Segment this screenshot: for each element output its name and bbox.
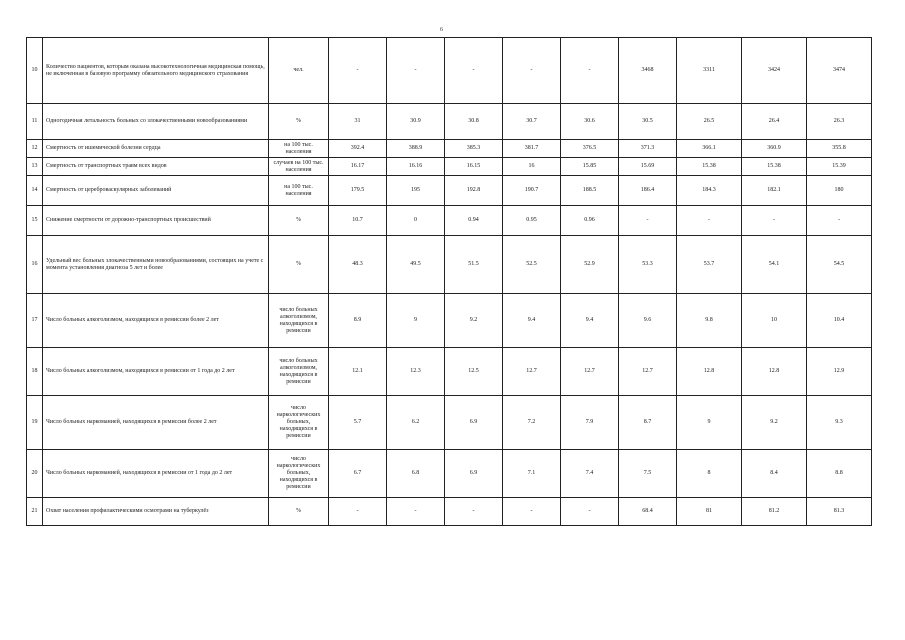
row-number-cell: 17 <box>27 294 43 348</box>
table-row <box>27 38 872 104</box>
value-cell: 81 <box>677 498 742 526</box>
value-cell: - <box>387 38 445 104</box>
table-row <box>27 176 872 206</box>
indicator-name-cell: Охват населения профилактическими осмотрами на туберкулёз <box>43 498 269 526</box>
value-cell: 3424 <box>742 38 807 104</box>
table-row <box>27 206 872 236</box>
indicator-name-cell: Число больных алкоголизмом, находящихся в ремиссии от 1 года до 2 лет <box>43 348 269 396</box>
value-cell: 8.4 <box>742 450 807 498</box>
unit-cell: число больных алкоголизмом, находящихся в ремиссии <box>269 348 329 396</box>
unit-cell: число наркологических больных, находящихся в ремиссии <box>269 396 329 450</box>
value-cell: 186.4 <box>619 176 677 206</box>
indicator-name-cell: Смертность от транспортных травм всех видов <box>43 158 269 176</box>
value-cell: 0 <box>387 206 445 236</box>
value-cell: 15.38 <box>677 158 742 176</box>
value-cell: 9.4 <box>503 294 561 348</box>
value-cell: 6.9 <box>445 450 503 498</box>
value-cell: - <box>677 206 742 236</box>
unit-cell: % <box>269 104 329 140</box>
value-cell: 7.9 <box>561 396 619 450</box>
value-cell: 30.9 <box>387 104 445 140</box>
unit-cell: на 100 тыс. населения <box>269 140 329 158</box>
value-cell: 8.8 <box>807 450 872 498</box>
table-row <box>27 236 872 294</box>
value-cell: 12.3 <box>387 348 445 396</box>
value-cell: 15.39 <box>807 158 872 176</box>
value-cell: 9.2 <box>445 294 503 348</box>
value-cell: - <box>387 498 445 526</box>
value-cell: 26.3 <box>807 104 872 140</box>
value-cell: 7.5 <box>619 450 677 498</box>
value-cell: 12.9 <box>807 348 872 396</box>
table-body <box>27 38 872 526</box>
value-cell: 54.5 <box>807 236 872 294</box>
row-number-cell: 19 <box>27 396 43 450</box>
value-cell: 68.4 <box>619 498 677 526</box>
value-cell: 371.3 <box>619 140 677 158</box>
value-cell: 12.5 <box>445 348 503 396</box>
row-number-cell: 11 <box>27 104 43 140</box>
indicator-name-cell: Смертность от цереброваскулярных заболеваний <box>43 176 269 206</box>
value-cell: - <box>742 206 807 236</box>
value-cell: 392.4 <box>329 140 387 158</box>
value-cell: 10.7 <box>329 206 387 236</box>
value-cell: - <box>329 498 387 526</box>
value-cell: 12.1 <box>329 348 387 396</box>
value-cell: 16.15 <box>445 158 503 176</box>
table-row <box>27 158 872 176</box>
table-row <box>27 450 872 498</box>
value-cell: 3468 <box>619 38 677 104</box>
value-cell: 5.7 <box>329 396 387 450</box>
value-cell: - <box>329 38 387 104</box>
indicators-table <box>26 37 872 526</box>
value-cell: 9.8 <box>677 294 742 348</box>
value-cell: 6.2 <box>387 396 445 450</box>
value-cell: 12.7 <box>619 348 677 396</box>
value-cell: 188.5 <box>561 176 619 206</box>
value-cell: 3311 <box>677 38 742 104</box>
value-cell: 12.8 <box>677 348 742 396</box>
value-cell: 48.3 <box>329 236 387 294</box>
unit-cell: число наркологических больных, находящихся в ремиссии <box>269 450 329 498</box>
value-cell: 26.4 <box>742 104 807 140</box>
value-cell: - <box>561 38 619 104</box>
value-cell: 376.5 <box>561 140 619 158</box>
table-row <box>27 294 872 348</box>
value-cell: 30.8 <box>445 104 503 140</box>
value-cell: - <box>445 38 503 104</box>
value-cell: 184.3 <box>677 176 742 206</box>
value-cell: - <box>561 498 619 526</box>
value-cell: 192.8 <box>445 176 503 206</box>
value-cell: 26.5 <box>677 104 742 140</box>
value-cell: - <box>503 38 561 104</box>
table-row <box>27 348 872 396</box>
unit-cell: чел. <box>269 38 329 104</box>
indicator-name-cell: Количество пациентов, которым оказана высокотехнологичная медицинская помощь, не включенная в базовую программу обязательного медицинского страхования <box>43 38 269 104</box>
value-cell: 9.3 <box>807 396 872 450</box>
value-cell: - <box>807 206 872 236</box>
value-cell: 0.95 <box>503 206 561 236</box>
row-number-cell: 21 <box>27 498 43 526</box>
unit-cell: % <box>269 206 329 236</box>
value-cell: 9.2 <box>742 396 807 450</box>
value-cell: 0.94 <box>445 206 503 236</box>
value-cell: 15.38 <box>742 158 807 176</box>
table-row <box>27 498 872 526</box>
unit-cell: % <box>269 498 329 526</box>
value-cell: 53.3 <box>619 236 677 294</box>
table-row <box>27 104 872 140</box>
value-cell: 81.2 <box>742 498 807 526</box>
value-cell: 9.4 <box>561 294 619 348</box>
value-cell: 8 <box>677 450 742 498</box>
indicator-name-cell: Одногодичная летальность больных со злокачественными новообразованиями <box>43 104 269 140</box>
indicator-name-cell: Смертность от ишемической болезни сердца <box>43 140 269 158</box>
indicator-name-cell: Удельный вес больных злокачественными новообразованиями, состоящих на учете с момента установления диагноза 5 лет и более <box>43 236 269 294</box>
indicator-name-cell: Снижение смертности от дорожно-транспортных происшествий <box>43 206 269 236</box>
value-cell: 355.8 <box>807 140 872 158</box>
value-cell: 388.9 <box>387 140 445 158</box>
value-cell: 0.96 <box>561 206 619 236</box>
value-cell: 195 <box>387 176 445 206</box>
unit-cell: число больных алкоголизмом, находящихся в ремиссии <box>269 294 329 348</box>
row-number-cell: 12 <box>27 140 43 158</box>
value-cell: 180 <box>807 176 872 206</box>
value-cell: 10 <box>742 294 807 348</box>
value-cell: 12.7 <box>503 348 561 396</box>
value-cell: 16.17 <box>329 158 387 176</box>
value-cell: 366.1 <box>677 140 742 158</box>
value-cell: 360.9 <box>742 140 807 158</box>
value-cell: 15.85 <box>561 158 619 176</box>
row-number-cell: 10 <box>27 38 43 104</box>
value-cell: 51.5 <box>445 236 503 294</box>
value-cell: 7.2 <box>503 396 561 450</box>
row-number-cell: 18 <box>27 348 43 396</box>
row-number-cell: 16 <box>27 236 43 294</box>
indicator-name-cell: Число больных наркоманией, находящихся в ремиссии более 2 лет <box>43 396 269 450</box>
unit-cell: % <box>269 236 329 294</box>
value-cell: 190.7 <box>503 176 561 206</box>
value-cell: 31 <box>329 104 387 140</box>
unit-cell: на 100 тыс. населения <box>269 176 329 206</box>
value-cell: - <box>445 498 503 526</box>
table-row <box>27 140 872 158</box>
value-cell: 7.1 <box>503 450 561 498</box>
value-cell: 15.69 <box>619 158 677 176</box>
value-cell: 6.9 <box>445 396 503 450</box>
value-cell: 30.5 <box>619 104 677 140</box>
value-cell: 12.8 <box>742 348 807 396</box>
value-cell: 30.7 <box>503 104 561 140</box>
value-cell: 7.4 <box>561 450 619 498</box>
value-cell: - <box>503 498 561 526</box>
value-cell: 81.3 <box>807 498 872 526</box>
value-cell: 8.7 <box>619 396 677 450</box>
value-cell: 6.7 <box>329 450 387 498</box>
value-cell: 381.7 <box>503 140 561 158</box>
value-cell: 16 <box>503 158 561 176</box>
value-cell: 385.3 <box>445 140 503 158</box>
value-cell: 30.6 <box>561 104 619 140</box>
value-cell: 9.6 <box>619 294 677 348</box>
value-cell: - <box>619 206 677 236</box>
indicator-name-cell: Число больных наркоманией, находящихся в ремиссии от 1 года до 2 лет <box>43 450 269 498</box>
table-row <box>27 396 872 450</box>
page-number: 6 <box>440 27 443 33</box>
value-cell: 6.8 <box>387 450 445 498</box>
value-cell: 179.5 <box>329 176 387 206</box>
row-number-cell: 15 <box>27 206 43 236</box>
row-number-cell: 20 <box>27 450 43 498</box>
unit-cell: случаев на 100 тыс. населения <box>269 158 329 176</box>
row-number-cell: 14 <box>27 176 43 206</box>
indicator-name-cell: Число больных алкоголизмом, находящихся в ремиссии более 2 лет <box>43 294 269 348</box>
value-cell: 8.9 <box>329 294 387 348</box>
value-cell: 12.7 <box>561 348 619 396</box>
value-cell: 54.1 <box>742 236 807 294</box>
value-cell: 10.4 <box>807 294 872 348</box>
value-cell: 9 <box>387 294 445 348</box>
value-cell: 182.1 <box>742 176 807 206</box>
value-cell: 3474 <box>807 38 872 104</box>
value-cell: 52.9 <box>561 236 619 294</box>
value-cell: 53.7 <box>677 236 742 294</box>
value-cell: 16.16 <box>387 158 445 176</box>
value-cell: 52.5 <box>503 236 561 294</box>
value-cell: 9 <box>677 396 742 450</box>
row-number-cell: 13 <box>27 158 43 176</box>
value-cell: 49.5 <box>387 236 445 294</box>
